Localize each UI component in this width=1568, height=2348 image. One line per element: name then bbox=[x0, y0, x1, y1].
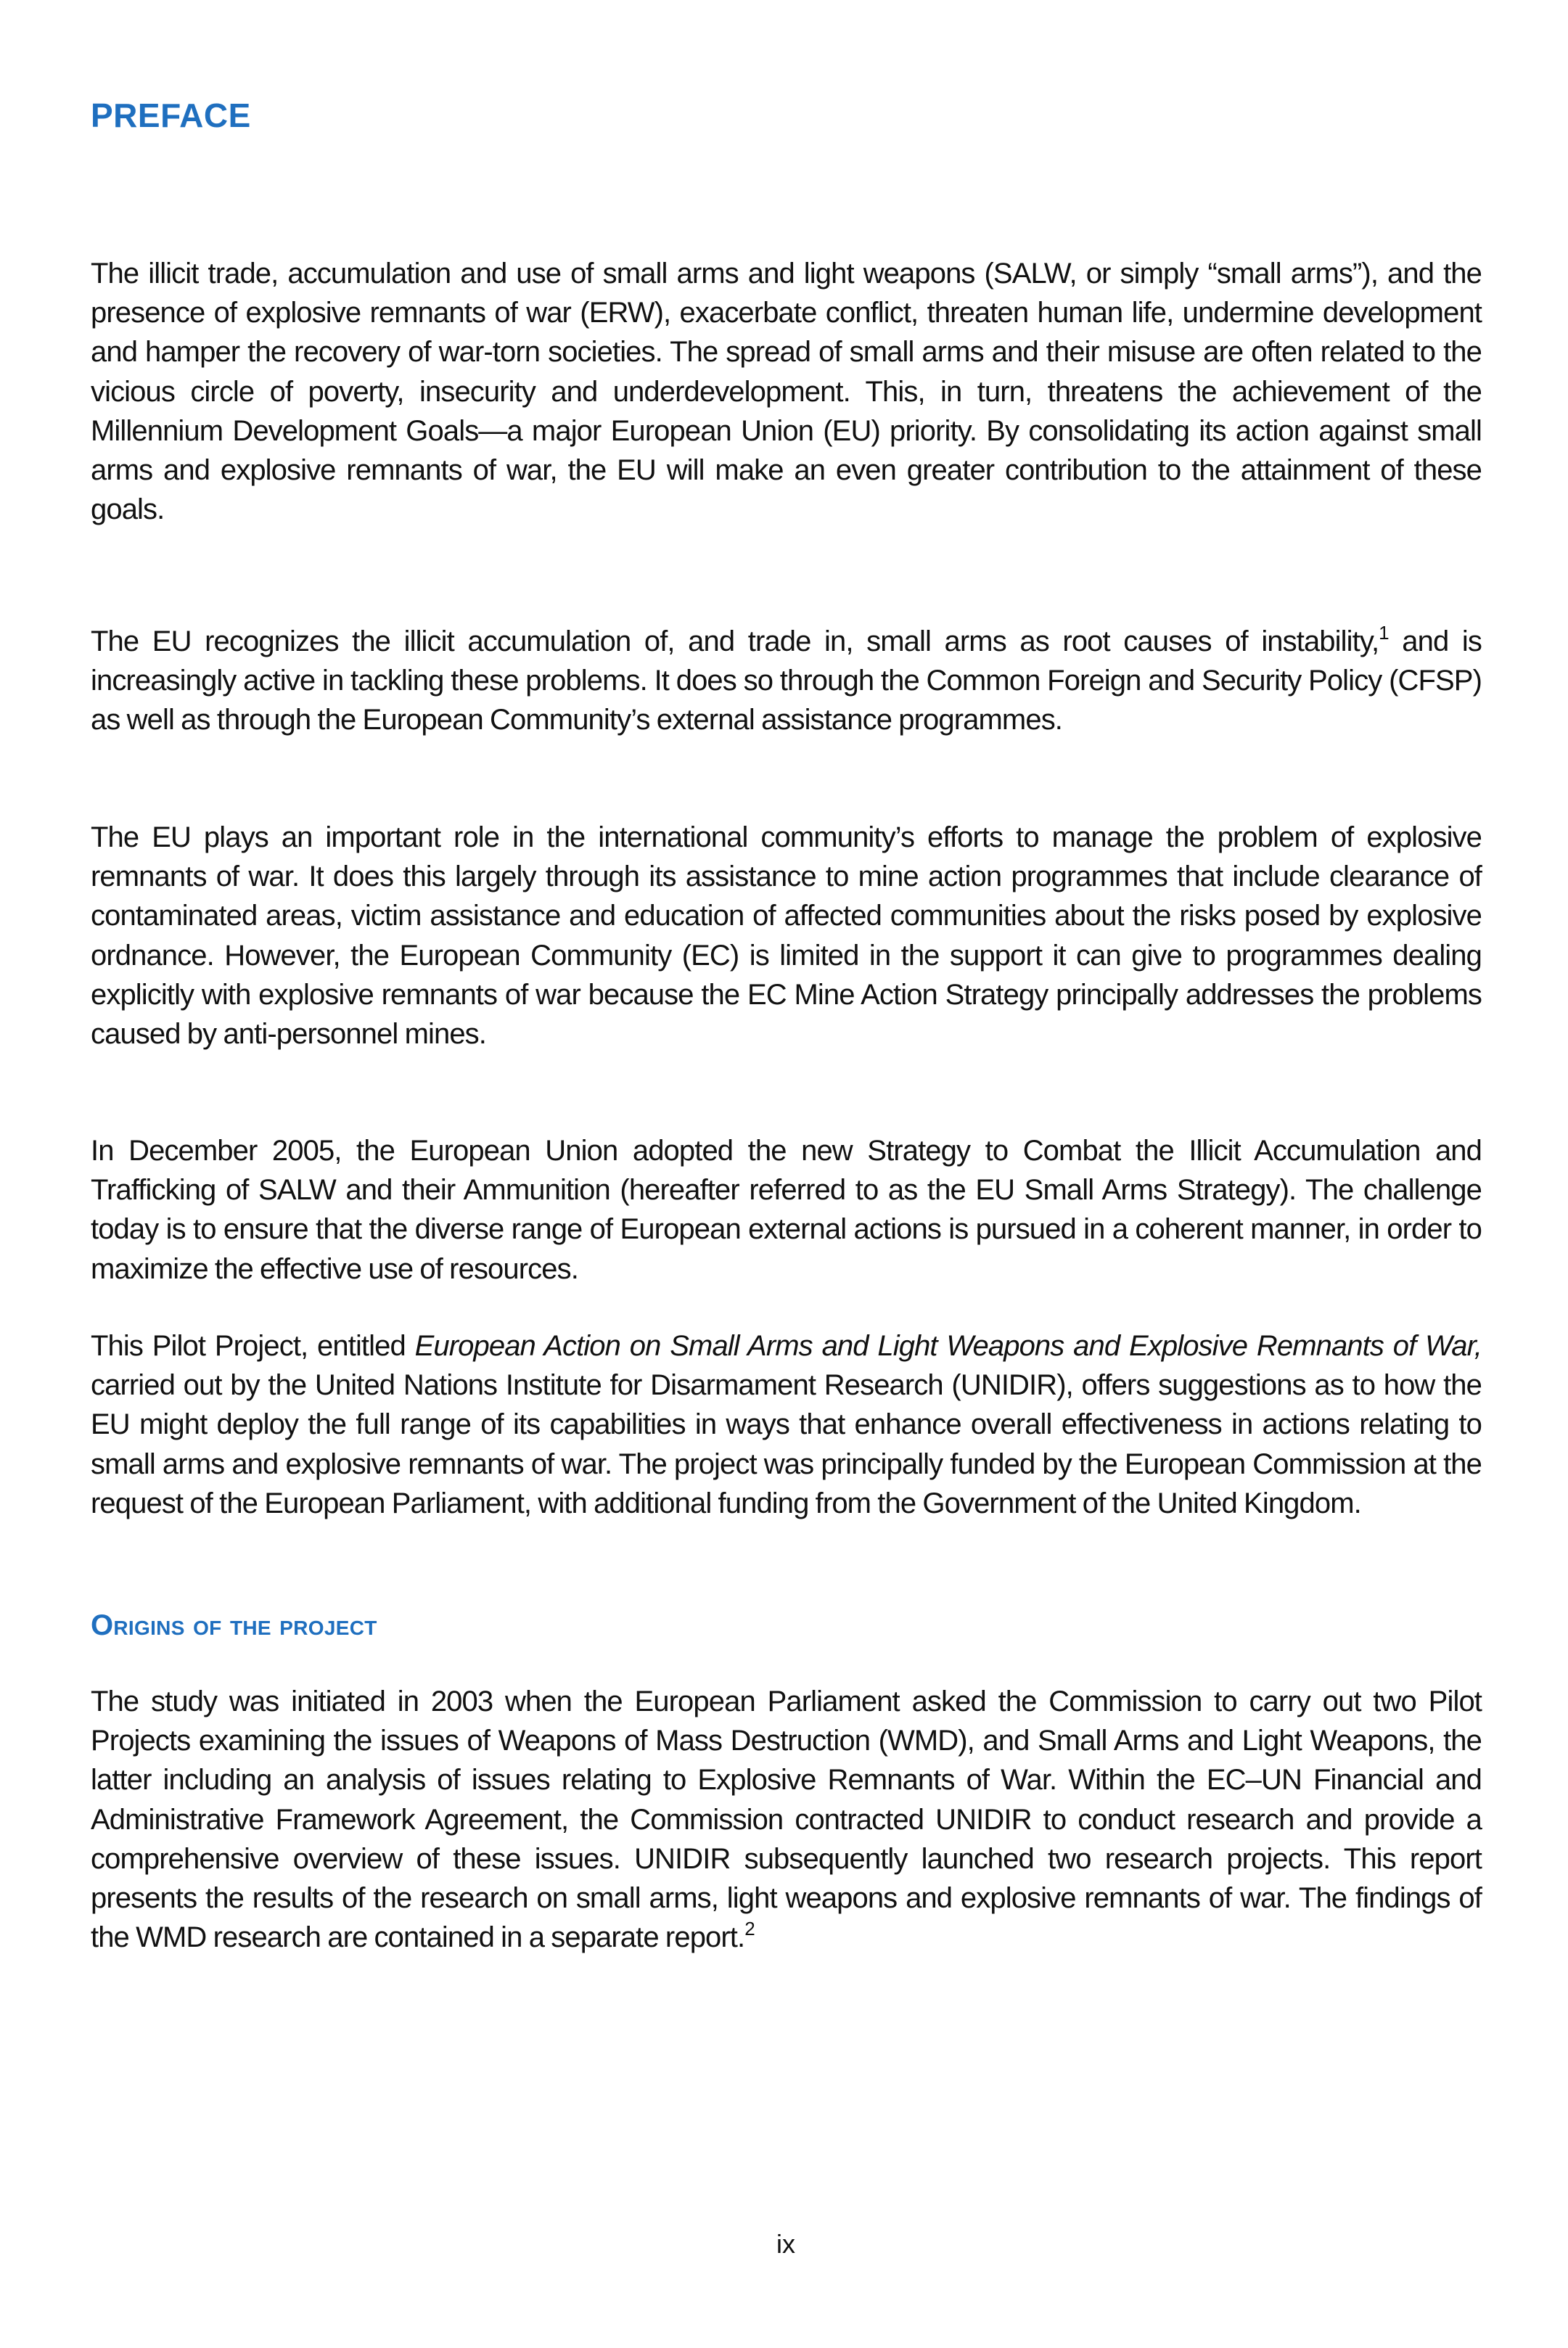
paragraph-eu-recognizes bbox=[91, 622, 1482, 740]
paragraph-text: The EU recognizes the illicit accumulation of, and trade in, small arms as root causes of instability, bbox=[91, 625, 1379, 657]
section-heading-origins: Origins of the project bbox=[91, 1609, 377, 1641]
paragraph-intro bbox=[91, 254, 1482, 529]
paragraph-text: The study was initiated in 2003 when the European Parliament asked the Commission to carry out two Pilot Projects examining the issues of Weapons of Mass Destruction (WMD), and Small Arms and Light Weapons, the latter including an analysis of issues relating to Explosive Remnants of War. Within the EC–UN Financial and Administrative Framework Agreement, the Commission contracted UNIDIR to conduct research and provide a comprehensive overview of these issues. UNIDIR subsequently launched two research projects. This report presents the results of the research on small arms, light weapons and explosive remnants of war. The findings of the WMD research are contained in a separate report. bbox=[91, 1686, 1482, 1954]
page-title: PREFACE bbox=[91, 97, 251, 134]
footnote-ref-2[interactable]: 2 bbox=[744, 1918, 755, 1940]
paragraph-text: carried out by the United Nations Institute for Disarmament Research (UNIDIR), offers suggestions as to how the EU might deploy the full range of its capabilities in ways that enhance overall effectiveness in actions relating to small arms and explosive remnants of war. The project was principally funded by the European Commission at the request of the European Parliament, with additional funding from the Government of the United Kingdom. bbox=[91, 1369, 1482, 1519]
page-number: ix bbox=[776, 2229, 795, 2259]
footnote-ref-1[interactable]: 1 bbox=[1379, 622, 1389, 644]
paragraph-text: In December 2005, the European Union adopted the new Strategy to Combat the Illicit Accumulation and Trafficking of SALW and their Ammunition (hereafter referred to as the EU Small Arms Strategy). The challenge today is to ensure that the diverse range of European external actions is pursued in a coherent manner, in order to maximize the effective use of resources. bbox=[91, 1135, 1482, 1285]
paragraph-pilot-project bbox=[91, 1326, 1482, 1523]
paragraph-text: and is increasingly active in tackling these problems. It does so through the Common Foreign and Security Policy (CFSP) as well as through the European Community’s external assistance programmes. bbox=[91, 625, 1482, 736]
paragraph-origins bbox=[91, 1682, 1482, 1957]
paragraph-strategy-2005 bbox=[91, 1131, 1482, 1289]
paragraph-text: The illicit trade, accumulation and use of small arms and light weapons (SALW, or simply “small arms”), and the presence of explosive remnants of war (ERW), exacerbate conflict, threaten human life, undermine development and hamper the recovery of war-torn societies. The spread of small arms and their misuse are often related to the vicious circle of poverty, insecurity and underdevelopment. This, in turn, threatens the achievement of the Millennium Development Goals—a major European Union (EU) priority. By consolidating its action against small arms and explosive remnants of war, the EU will make an even greater contribution to the attainment of these goals. bbox=[91, 258, 1482, 526]
paragraph-text: This Pilot Project, entitled bbox=[91, 1330, 415, 1362]
paragraph-text: The EU plays an important role in the international community’s efforts to manage the problem of explosive remnants of war. It does this largely through its assistance to mine action programmes that include clearance of contaminated areas, victim assistance and education of affected communities about the risks posed by explosive ordnance. However, the European Community (EC) is limited in the support it can give to programmes dealing explicitly with explosive remnants of war because the EC Mine Action Strategy principally addresses the problems caused by anti-personnel mines. bbox=[91, 821, 1482, 1051]
paragraph-erw-role bbox=[91, 818, 1482, 1054]
project-title-italic: European Action on Small Arms and Light Weapons and Explosive Remnants of War, bbox=[414, 1330, 1482, 1362]
